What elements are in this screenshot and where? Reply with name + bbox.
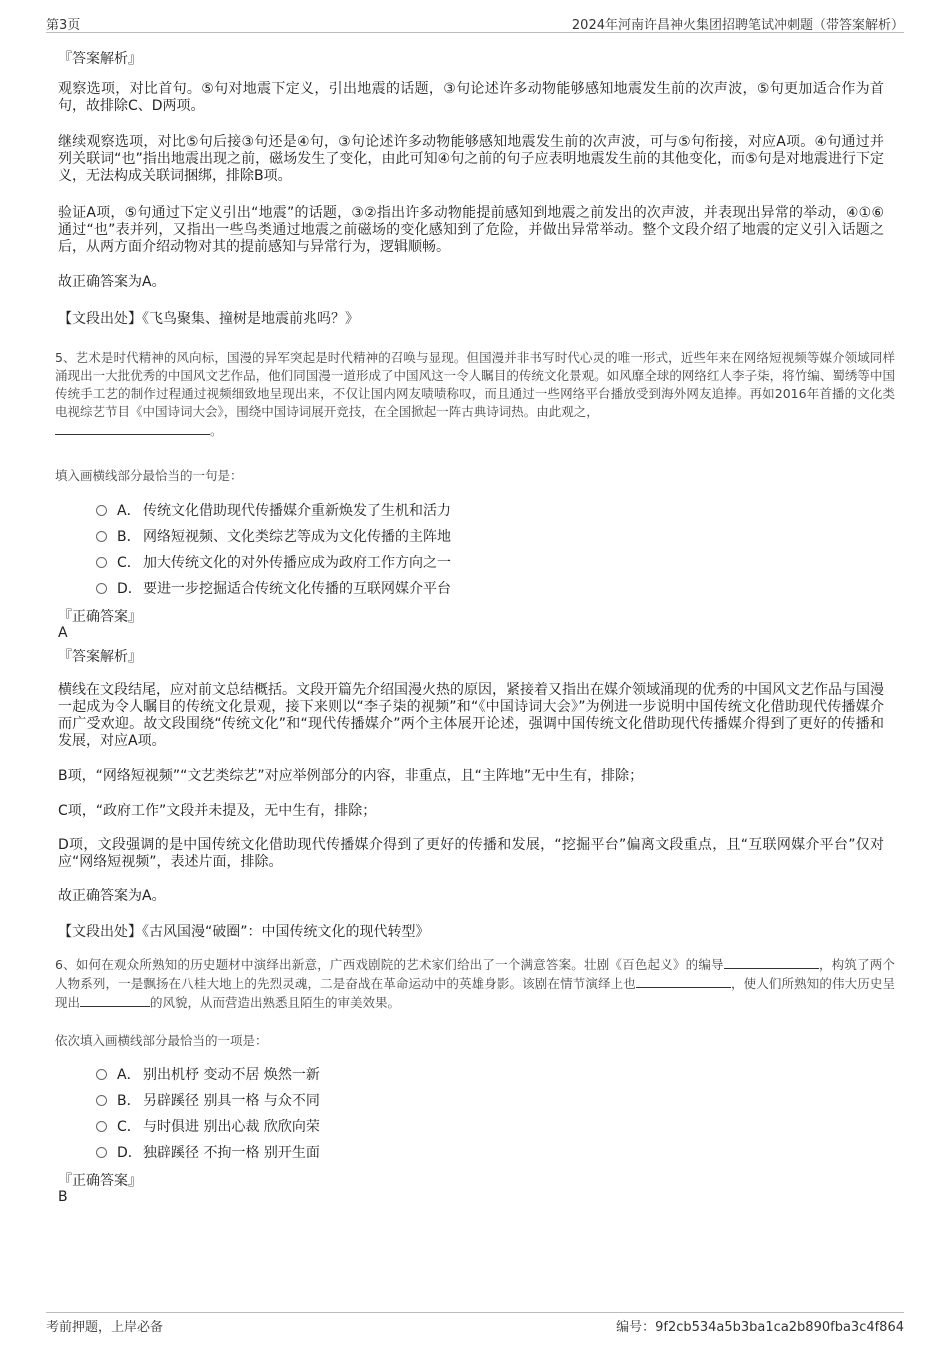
q5-blank — [55, 421, 210, 435]
page-header — [46, 12, 904, 33]
document-title: 2024年河南许昌神火集团招聘笔试冲刺题（带答案解析） — [571, 18, 904, 33]
q5-conclusion: 故正确答案为A。 — [58, 888, 166, 904]
q6-instruction: 依次填入画横线部分最恰当的一项是： — [55, 1033, 268, 1048]
q4-analysis-paragraph: 观察选项，对比首句。⑤句对地震下定义，引出地震的话题，③句论述许多动物能够感知地震发生前的次声波，⑤句更加适合作为首句，故排除C、D两项。 — [58, 81, 884, 114]
q5-analysis-paragraph: C项，“政府工作”文段并未提及，无中生有，排除； — [58, 803, 377, 819]
q6-answer: B — [58, 1189, 68, 1205]
q5-instruction: 填入画横线部分最恰当的一句是： — [55, 468, 243, 483]
q6-correct-label: 『正确答案』 — [58, 1173, 142, 1189]
q6-option-b[interactable]: B． 另辟蹊径 别具一格 与众不同 — [96, 1090, 320, 1110]
page-footer — [46, 1312, 904, 1337]
radio-icon[interactable] — [96, 1095, 107, 1106]
q6-stem: 6、如何在观众所熟知的历史题材中演绎出新意，广西戏剧院的艺术家们给出了一个满意答案。壮剧《百色起义》的编导 ，构筑了两个人物系列，一是飘扬在八桂大地上的先烈灵魂，二是奋战在革命运动中的英雄身影。该剧在情节演绎上也 ，使人们所熟知的伟大历史呈现出 的风貌，从而营造出熟悉且陌生的审美效果。 — [55, 957, 895, 1010]
radio-icon[interactable] — [96, 1121, 107, 1132]
q5-option-d[interactable]: D．要进一步挖掘适合传统文化传播的互联网媒介平台 — [96, 578, 451, 598]
radio-icon[interactable] — [96, 557, 107, 568]
q5-source: 【文段出处】《古风国漫“破圈”：中国传统文化的现代转型》 — [58, 924, 430, 940]
q4-analysis-paragraph: 继续观察选项，对比⑤句后接③句还是④句，③句论述许多动物能够感知地震发生前的次声波，可与⑤句衔接，对应A项。④句通过并列关联词“也”指出地震出现之前，磁场发生了变化，由此可知④句之前的句子应表明地震发生前的其他变化，而⑤句是对地震进行下定义，无法构成关联词捆绑，排除B项。 — [58, 134, 884, 184]
radio-icon[interactable] — [96, 583, 107, 594]
q5-option-c[interactable]: C． 加大传统文化的对外传播应成为政府工作方向之一 — [96, 552, 451, 572]
q6-option-d[interactable]: D．独辟蹊径 不拘一格 别开生面 — [96, 1142, 320, 1162]
q4-analysis-label: 『答案解析』 — [58, 51, 142, 67]
q4-source: 【文段出处】《飞鸟聚集、撞树是地震前兆吗？》 — [58, 311, 359, 327]
q5-stem-end: 。 — [210, 423, 223, 438]
radio-icon[interactable] — [96, 531, 107, 542]
q5-analysis-paragraph: 横线在文段结尾，应对前文总结概括。文段开篇先介绍国漫火热的原因，紧接着又指出在媒介领域涌现的优秀的中国风文艺作品与国漫一起成为令人瞩目的传统文化景观，接下来则以“李子柒的视频”和“《中国诗词大会》”为例进一步说明中国传统文化借助现代传播媒介而广受欢迎。故文段围绕“传统文化”和“现代传播媒介”两个主体展开论述，强调中国传统文化借助现代传播媒介得到了更好的传播和发展，对应A项。 — [58, 682, 884, 749]
radio-icon[interactable] — [96, 1147, 107, 1158]
q5-analysis-label: 『答案解析』 — [58, 649, 142, 665]
q4-analysis-paragraph: 验证A项，⑤句通过下定义引出“地震”的话题，③②指出许多动物能提前感知到地震之前发出的次声波，并表现出异常的举动，④①⑥通过“也”表并列，又指出一些鸟类通过地震之前磁场的变化感知到了危险，并做出异常举动。整个文段介绍了地震的定义引入话题之后，从两方面介绍动物对其的提前感知与异常行为，逻辑顺畅。 — [58, 205, 884, 255]
q5-option-a[interactable]: A． 传统文化借助现代传播媒介重新焕发了生机和活力 — [96, 500, 451, 520]
radio-icon[interactable] — [96, 505, 107, 516]
footer-slogan: 考前押题，上岸必备 — [46, 1320, 164, 1335]
q6-blank — [636, 974, 731, 988]
footer-id: 编号：9f2cb534a5b3ba1ca2b890fba3c4f864 — [616, 1320, 904, 1335]
q6-option-c[interactable]: C． 与时俱进 别出心裁 欣欣向荣 — [96, 1116, 320, 1136]
q5-stem — [55, 349, 895, 440]
q6-option-a[interactable]: A． 别出机杼 变动不居 焕然一新 — [96, 1064, 320, 1084]
q5-analysis-paragraph: B项，“网络短视频”“文艺类综艺”对应举例部分的内容，非重点，且“主阵地”无中生有，排除； — [58, 768, 644, 784]
radio-icon[interactable] — [96, 1069, 107, 1080]
q4-conclusion: 故正确答案为A。 — [58, 274, 166, 290]
q6-blank — [80, 993, 150, 1007]
q5-analysis-paragraph: D项，文段强调的是中国传统文化借助现代传播媒介得到了更好的传播和发展，“挖掘平台”偏离文段重点，且“互联网媒介平台”仅对应“网络短视频”，表述片面，排除。 — [58, 837, 884, 870]
q5-stem-text: 5、艺术是时代精神的风向标，国漫的异军突起是时代精神的召唤与显现。但国漫并非书写时代心灵的唯一形式，近些年来在网络短视频等媒介领域同样涌现出一大批优秀的中国风文艺作品，他们同国漫一道形成了中国风这一令人瞩目的传统文化景观。如风靡全球的网络红人李子柒，将竹编、蜀绣等中国传统手工艺的制作过程通过视频细致地呈现出来，不仅让国内网友啧啧称叹，而且通过一些网络平台播放受到海外网友追捧。再如2016年首播的文化类电视综艺节目《中国诗词大会》，围绕中国诗词展开竞技，在全国掀起一阵古典诗词热。由此观之， — [55, 350, 895, 419]
q5-option-b[interactable]: B． 网络短视频、文化类综艺等成为文化传播的主阵地 — [96, 526, 451, 546]
q5-answer: A — [58, 625, 68, 641]
q6-blank — [724, 955, 819, 969]
q5-correct-label: 『正确答案』 — [58, 609, 142, 625]
page-number: 第3页 — [46, 18, 81, 33]
